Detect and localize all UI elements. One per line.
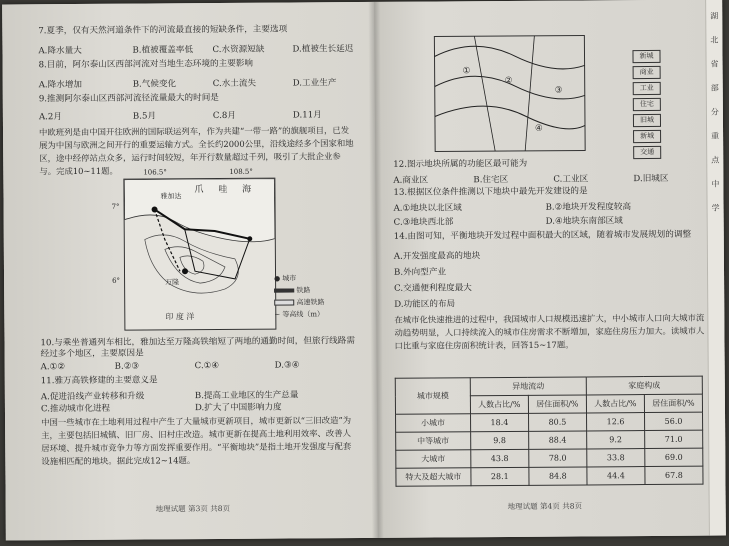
q10-option-a: A.①② <box>40 362 66 373</box>
q12-option-b: B.住宅区 <box>473 174 509 186</box>
q11-stem: 11.雅万高铁修建的主要意义是 <box>40 375 158 387</box>
q14-option-a: A.开发强度最高的地块 <box>393 251 481 262</box>
housing-table <box>395 376 704 487</box>
q9-option-b: B.5月 <box>132 111 157 122</box>
q8-option-d: D.工业生产 <box>292 78 337 89</box>
parcel-graphic <box>414 15 645 157</box>
col-migrant-share: 人数占比/% <box>470 395 528 413</box>
passage-housing: 在城市化快速推进的过程中，我国城市人口规模迅速扩大，中小城市人口向大城市流动趋势明显，人口持续流入的城市住房需求不断增加，家庭住房压力加大。读城市人口比重与家庭住房面积统计表，回答15~17题。 <box>394 312 705 351</box>
parcel-3: ③ <box>554 85 563 96</box>
q8-option-b: B.气候变化 <box>132 79 177 90</box>
q14-option-c: C.交通便利程度最大 <box>394 283 472 294</box>
table-row: 大城市 43.8 78.0 33.8 69.0 <box>396 448 703 468</box>
q11-option-c: C.推动城市化进程 <box>40 403 111 415</box>
parcel-1: ① <box>462 66 471 77</box>
table-row: 特大及超大城市 28.1 84.8 44.4 67.8 <box>396 466 703 486</box>
q14-stem: 14.由图可知，平衡地块开发过程中面积最大的区域，随着城市发展规划的调整 <box>393 229 692 242</box>
parcel-4: ④ <box>534 123 543 134</box>
map-ocean-label: 印 度 洋 <box>165 312 195 322</box>
map-lon-left: 106.5° <box>143 168 167 177</box>
exam-spread <box>2 0 726 541</box>
q7-option-d: D.植被生长延迟 <box>292 44 354 55</box>
legend-contour: ~ 等高线（m） <box>274 310 325 319</box>
left-page <box>2 2 378 541</box>
q10-option-c: C.①④ <box>194 361 220 372</box>
q13-stem: 13.根据区位条件推测以下地块中最先开发建设的是 <box>393 186 588 198</box>
parcel-2: ② <box>504 75 513 87</box>
map-sea-label: 爪 哇 海 <box>194 184 258 196</box>
q9-option-a: A.2月 <box>38 112 62 123</box>
q9-option-c: C.8月 <box>212 110 237 122</box>
q12-option-d: D.旧城区 <box>633 173 669 185</box>
map-lat-bottom: 6° <box>112 276 121 285</box>
q12-option-c: C.工业区 <box>553 174 589 185</box>
q10-option-b: B.②③ <box>114 361 140 372</box>
map-city-bandung: 万隆 <box>165 278 180 287</box>
java-railway-map <box>123 178 276 331</box>
q7-option-c: C.水资源短缺 <box>212 44 265 56</box>
left-page-footer: 地理试题 第3页 共8页 <box>155 503 231 514</box>
q14-option-b: B.外向型产业 <box>393 267 447 278</box>
q9-option-d: D.11月 <box>292 110 322 121</box>
land-parcel-map <box>414 15 645 157</box>
q7-option-a: A.降水量大 <box>38 45 82 57</box>
q8-option-a: A.降水增加 <box>38 79 83 91</box>
col-family-share: 人数占比/% <box>586 395 644 413</box>
map-graphic <box>124 179 275 330</box>
q13-option-d: D.④地块东南部区域 <box>545 216 623 227</box>
map-city-jakarta: 雅加达 <box>160 192 182 201</box>
q11-option-a: A.促进沿线产业转移和升级 <box>40 391 145 403</box>
q14-option-d: D.功能区的布局 <box>394 299 456 310</box>
parcel-legend: 新城 商业 工业 住宅 旧城 新城 交通 <box>632 50 661 159</box>
right-page <box>374 0 726 538</box>
q13-option-b: B.②地块开发程度较高 <box>545 202 632 213</box>
q11-option-d: D.扩大了中国影响力度 <box>194 402 282 414</box>
legend-hsr: 高速铁路 <box>274 296 324 308</box>
q10-stem: 10.与乘坐普通列车相比，雅加达至万隆高铁缩短了两地的通勤时间，但旅行线路需经过多个地区，主要原因是 <box>40 336 355 360</box>
map-lon-right: 108.5° <box>229 167 253 176</box>
group-family: 家庭构成 <box>586 376 702 395</box>
table-row: 小城市 18.4 80.5 12.6 56.0 <box>396 412 703 432</box>
q9-stem: 9.推测阿尔泰山区西部河流径流量最大的时间是 <box>38 93 219 105</box>
col-family-area: 居住面积/% <box>644 394 702 412</box>
q11-option-b: B.提高工业地区的生产总量 <box>194 390 299 402</box>
table-row: 中等城市 9.8 88.4 9.2 71.0 <box>396 430 703 450</box>
map-lat-top: 7° <box>111 202 120 211</box>
col-migrant-area: 居住面积/% <box>528 395 586 413</box>
col-city-size: 城市规模 <box>395 378 470 415</box>
map-legend <box>274 272 325 320</box>
q7-option-b: B.植被覆盖率低 <box>132 45 194 56</box>
page-edge-tab: 湖 北 省 部 分 重 点 中 学 <box>705 0 726 536</box>
q8-option-c: C.水土流失 <box>212 78 257 90</box>
q13-option-c: C.③地块西北部 <box>393 217 454 228</box>
group-migrant: 异地流动 <box>470 377 586 396</box>
q12-stem: 12.图示地块所属的功能区最可能为 <box>393 158 528 170</box>
q12-option-a: A.商业区 <box>393 175 429 186</box>
right-page-footer: 地理试题 第4页 共8页 <box>507 501 582 512</box>
q13-option-a: A.①地块以北区域 <box>393 203 462 214</box>
legend-railway: 铁路 <box>274 284 324 296</box>
passage-urban-renewal: 中国一些城市在土地利用过程中产生了大量城市更新项目，城市更新以“三旧改造”为主，主要包括旧城镇、旧厂房、旧村庄改造。城市更新在提高土地利用效率、改善人居环境、提升城市竞争力等方面发挥重要作用。“平衡地块”是指土地开发强度与配套设施相匹配的地块。据此完成12~14题。 <box>41 415 352 467</box>
q10-option-d: D.③④ <box>274 360 300 371</box>
q7-stem: 7.夏季，仅有天然河道条件下的河流最直接的短缺条件，主要选项 <box>38 24 288 37</box>
q8-stem: 8.目前，阿尔泰山区西部河流对当地生态环境的主要影响 <box>38 58 254 71</box>
legend-city: ● 城市 <box>274 274 297 283</box>
passage-high-speed-rail: 中欧班列是由中国开往欧洲的国际联运列车，作为共建“一带一路”的旗舰项目，已发展为中国与欧洲之间开行的重要运输方式。全长约2000公里，沿线途经多个国家和地区，途中经停站点众多，运行时间较短，年开行数量超过千列，吸引了大批企业参与。完成10~11题。 <box>38 125 354 177</box>
